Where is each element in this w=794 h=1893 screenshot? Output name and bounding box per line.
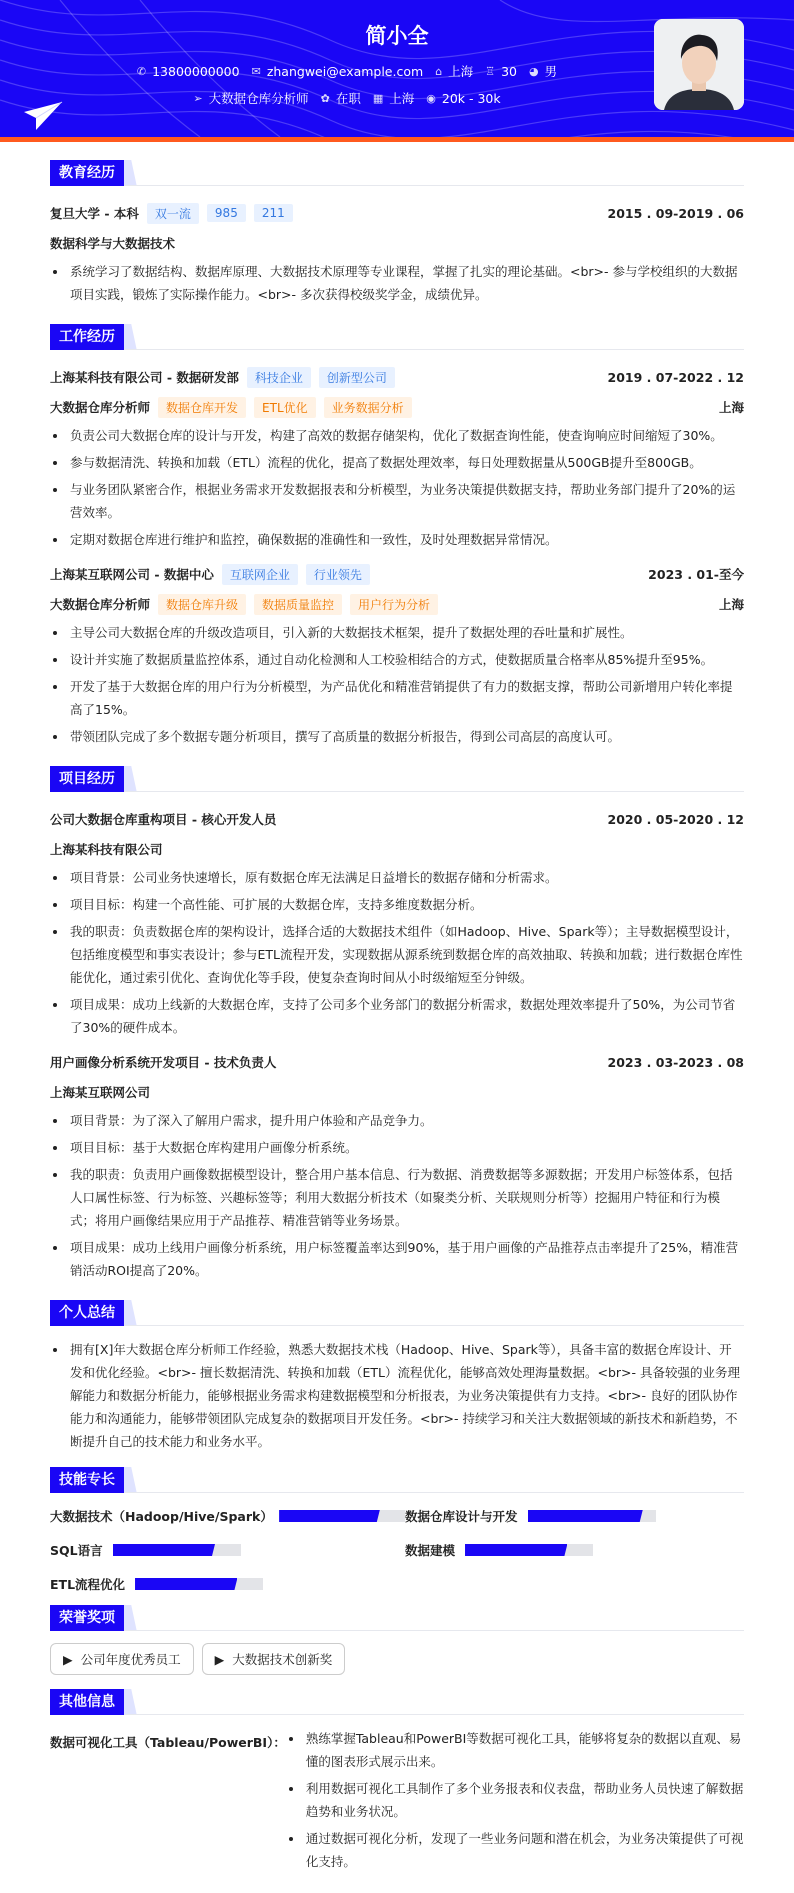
company-tag: 创新型公司 [319, 367, 395, 388]
section-awards [50, 1605, 744, 1631]
building-icon: ▦ [372, 91, 384, 105]
company-name: 上海某互联网公司 - 数据中心 [50, 567, 214, 582]
skill-item [50, 1539, 405, 1561]
salary [426, 89, 500, 107]
job-position [193, 89, 308, 107]
skill-bar [135, 1578, 263, 1590]
skill-tag: ETL优化 [254, 397, 316, 418]
other-label: 数据可视化工具（Tableau/PowerBI）： [50, 1735, 286, 1750]
skill-bar [279, 1510, 405, 1522]
skill-name: ETL流程优化 [50, 1577, 126, 1592]
skill-tag: 数据仓库开发 [158, 397, 246, 418]
position-text: 大数据仓库分析师 [208, 91, 309, 106]
section-skills [50, 1467, 744, 1493]
avatar-photo [654, 19, 744, 110]
job-role: 大数据仓库分析师 [50, 400, 151, 415]
status-icon: ✿ [320, 91, 330, 105]
cake-icon: ♖ [485, 64, 496, 78]
contact-email [252, 62, 424, 80]
skill-tag: 数据质量监控 [254, 594, 342, 615]
project-entry [50, 804, 744, 1039]
major: 数据科学与大数据技术 [50, 236, 176, 251]
job-entry [50, 362, 744, 551]
job-bullet: 主导公司大数据仓库的升级改造项目，引入新的大数据技术框架，提升了数据处理的吞吐量和扩展性。 [50, 621, 744, 644]
contact-phone [137, 62, 240, 80]
other-bullet: 通过数据可视化分析，发现了一些业务问题和潜在机会，为业务决策提供了可视化支持。 [286, 1827, 744, 1873]
job-bullet: 参与数据清洗、转换和加载（ETL）流程的优化，提高了数据处理效率，每日处理数据量从500GB提升至800GB。 [50, 451, 744, 474]
skill-name: SQL语言 [50, 1543, 103, 1558]
other-bullet: 利用数据可视化工具制作了多个业务报表和仪表盘，帮助业务人员快速了解数据趋势和业务状况。 [286, 1777, 744, 1823]
phone-text: 13800000000 [152, 63, 240, 79]
skill-bar-fill [279, 1510, 380, 1522]
contact-gender [529, 62, 557, 80]
skill-item [50, 1505, 405, 1527]
skill-name: 大数据技术（Hadoop/Hive/Spark） [50, 1509, 273, 1524]
triangle-icon: ▶ [214, 1651, 225, 1667]
job-role: 大数据仓库分析师 [50, 597, 151, 612]
project-company: 上海某科技有限公司 [50, 842, 163, 857]
summary-text: 拥有[X]年大数据仓库分析师工作经验，熟悉大数据技术栈（Hadoop、Hive、Spark等），具备丰富的数据仓库设计、开发和优化经验。<br>- 擅长数据清洗、转换和加载（ETL）流程优化，能够高效处理海量数据。<br>- 具备较强的业务理解能力和数据分析能力，能够根据业务需求构建数据模型和分析报表，为业务决策提供有力支持。<br>- 良好的团队协作能力和沟通能力，能够带领团队完成复杂的数据项目开发任务。<br>- 持续学习和关注大数据领域的新技术和新趋势，不断提升自己的技术能力和业务水平。 [50, 1338, 744, 1453]
skill-tag: 用户行为分析 [350, 594, 438, 615]
phone-icon: ✆ [136, 64, 147, 78]
project-bullet: 我的职责：负责用户画像数据模型设计，整合用户基本信息、行为数据、消费数据等多源数据；开发用户标签体系，包括人口属性标签、行为标签、兴趣标签等；利用大数据分析技术（如聚类分析、关联规则分析等）挖掘用户特征和行为模式；将用户画像结果应用于产品推荐、精准营销等业务场景。 [50, 1163, 744, 1232]
resume-header [0, 0, 794, 137]
section-title: 其他信息 [50, 1689, 124, 1715]
skill-bar [528, 1510, 656, 1522]
project-company: 上海某互联网公司 [50, 1085, 151, 1100]
education-date: 2015 . 09-2019 . 06 [607, 205, 744, 221]
section-other [50, 1689, 744, 1715]
project-bullet: 项目成果：成功上线新的大数据仓库，支持了公司多个业务部门的数据分析需求，数据处理效率提升了50%，为公司节省了30%的硬件成本。 [50, 993, 744, 1039]
education-bullet: 系统学习了数据结构、数据库原理、大数据技术原理等专业课程，掌握了扎实的理论基础。<br>- 参与学校组织的大数据项目实践，锻炼了实际操作能力。<br>- 多次获得校级奖学金，成绩优异。 [50, 260, 744, 306]
section-title: 技能专长 [50, 1467, 124, 1493]
section-title: 教育经历 [50, 160, 124, 186]
job-city: 上海 [718, 400, 744, 415]
skill-name: 数据建模 [405, 1543, 456, 1558]
section-work [50, 324, 744, 350]
award-item [202, 1643, 346, 1675]
award-label: 公司年度优秀员工 [80, 1652, 181, 1667]
section-title: 个人总结 [50, 1300, 124, 1326]
section-title: 项目经历 [50, 766, 124, 792]
school-tag: 985 [207, 204, 246, 222]
mail-icon: ✉ [251, 64, 261, 78]
skill-name: 数据仓库设计与开发 [405, 1509, 518, 1524]
other-bullet: 熟练掌握Tableau和PowerBI等数据可视化工具，能够将复杂的数据以直观、易懂的图表形式展示出来。 [286, 1727, 744, 1773]
school-tag: 211 [254, 204, 293, 222]
award-item [50, 1643, 194, 1675]
company-name: 上海某科技有限公司 - 数据研发部 [50, 370, 239, 385]
company-tag: 互联网企业 [222, 564, 298, 585]
gender-text: 男 [544, 64, 558, 79]
job-date: 2019 . 07-2022 . 12 [607, 369, 744, 385]
company-tag: 科技企业 [247, 367, 311, 388]
send-icon: ➢ [193, 91, 203, 105]
project-name: 用户画像分析系统开发项目 - 技术负责人 [50, 1055, 277, 1070]
email-text: zhangwei@example.com [266, 63, 424, 79]
company-tag: 行业领先 [306, 564, 370, 585]
section-education [50, 160, 744, 186]
job-status [321, 89, 361, 107]
education-row [50, 198, 744, 228]
job-bullet: 负责公司大数据仓库的设计与开发，构建了高效的数据存储架构，优化了数据查询性能，使查询响应时间缩短了30%。 [50, 424, 744, 447]
skill-bar-fill [113, 1544, 215, 1556]
salary-text: 20k - 30k [441, 90, 501, 106]
skill-bar-fill [528, 1510, 643, 1522]
gender-icon: ◕ [528, 64, 539, 78]
section-title: 工作经历 [50, 324, 124, 350]
section-projects [50, 766, 744, 792]
skill-bar [465, 1544, 593, 1556]
skill-bar-fill [465, 1544, 567, 1556]
contact-age [485, 62, 517, 80]
project-bullet: 项目目标：构建一个高性能、可扩展的大数据仓库，支持多维度数据分析。 [50, 893, 744, 916]
job-bullet: 与业务团队紧密合作，根据业务需求开发数据报表和分析模型，为业务决策提供数据支持，帮助业务部门提升了20%的运营效率。 [50, 478, 744, 524]
job-date: 2023 . 01-至今 [648, 567, 744, 582]
home-icon: ⌂ [435, 64, 443, 78]
project-bullet: 项目背景：为了深入了解用户需求，提升用户体验和产品竞争力。 [50, 1109, 744, 1132]
school-tag: 双一流 [147, 203, 199, 224]
skill-item [50, 1573, 405, 1595]
job-bullet: 定期对数据仓库进行维护和监控，确保数据的准确性和一致性，及时处理数据异常情况。 [50, 528, 744, 551]
candidate-name: 简小全 [365, 24, 429, 48]
skill-tag: 数据仓库升级 [158, 594, 246, 615]
avatar-image [654, 19, 744, 110]
award-label: 大数据技术创新奖 [232, 1652, 333, 1667]
other-info [50, 1727, 744, 1877]
project-bullet: 我的职责：负责数据仓库的架构设计，选择合适的大数据技术组件（如Hadoop、Hive、Spark等）；主导数据模型设计，包括维度模型和事实表设计；参与ETL流程开发，实现数据从源系统到数据仓库的高效抽取、转换和加载；进行数据仓库性能优化，通过索引优化、查询优化等手段，使复杂查询时间从小时级缩短至分钟级。 [50, 920, 744, 989]
skill-item [405, 1539, 744, 1561]
skill-tag: 业务数据分析 [324, 397, 412, 418]
target-city-text: 上海 [389, 91, 415, 106]
skill-item [405, 1505, 744, 1527]
triangle-icon: ▶ [63, 1651, 73, 1667]
school-name: 复旦大学 - 本科 [50, 206, 139, 221]
project-name: 公司大数据仓库重构项目 - 核心开发人员 [50, 812, 277, 827]
contact-city [435, 62, 473, 80]
job-bullet: 设计并实施了数据质量监控体系，通过自动化检测和人工校验相结合的方式，使数据质量合格率从85%提升至95%。 [50, 648, 744, 671]
skill-bar [113, 1544, 241, 1556]
accent-stripe [0, 137, 794, 142]
project-bullet: 项目成果：成功上线用户画像分析系统，用户标签覆盖率达到90%，基于用户画像的产品推荐点击率提升了25%，精准营销活动ROI提高了20%。 [50, 1236, 744, 1282]
section-summary [50, 1300, 744, 1326]
project-bullet: 项目背景：公司业务快速增长，原有数据仓库无法满足日益增长的数据存储和分析需求。 [50, 866, 744, 889]
job-bullet: 开发了基于大数据仓库的用户行为分析模型，为产品优化和精准营销提供了有力的数据支撑，帮助公司新增用户转化率提高了15%。 [50, 675, 744, 721]
skill-bar-fill [135, 1578, 237, 1590]
money-icon: ◉ [426, 91, 436, 105]
job-city: 上海 [718, 597, 744, 612]
status-text: 在职 [335, 91, 361, 106]
project-date: 2023 . 03-2023 . 08 [607, 1054, 744, 1070]
age-text: 30 [501, 63, 517, 79]
paper-plane-icon [22, 100, 64, 134]
project-date: 2020 . 05-2020 . 12 [607, 811, 744, 827]
job-bullet: 带领团队完成了多个数据专题分析项目，撰写了高质量的数据分析报告，得到公司高层的高度认可。 [50, 725, 744, 748]
section-title: 荣誉奖项 [50, 1605, 124, 1631]
project-entry [50, 1047, 744, 1282]
project-bullet: 项目目标：基于大数据仓库构建用户画像分析系统。 [50, 1136, 744, 1159]
target-city [373, 89, 414, 107]
job-entry [50, 559, 744, 748]
city-text: 上海 [448, 64, 474, 79]
